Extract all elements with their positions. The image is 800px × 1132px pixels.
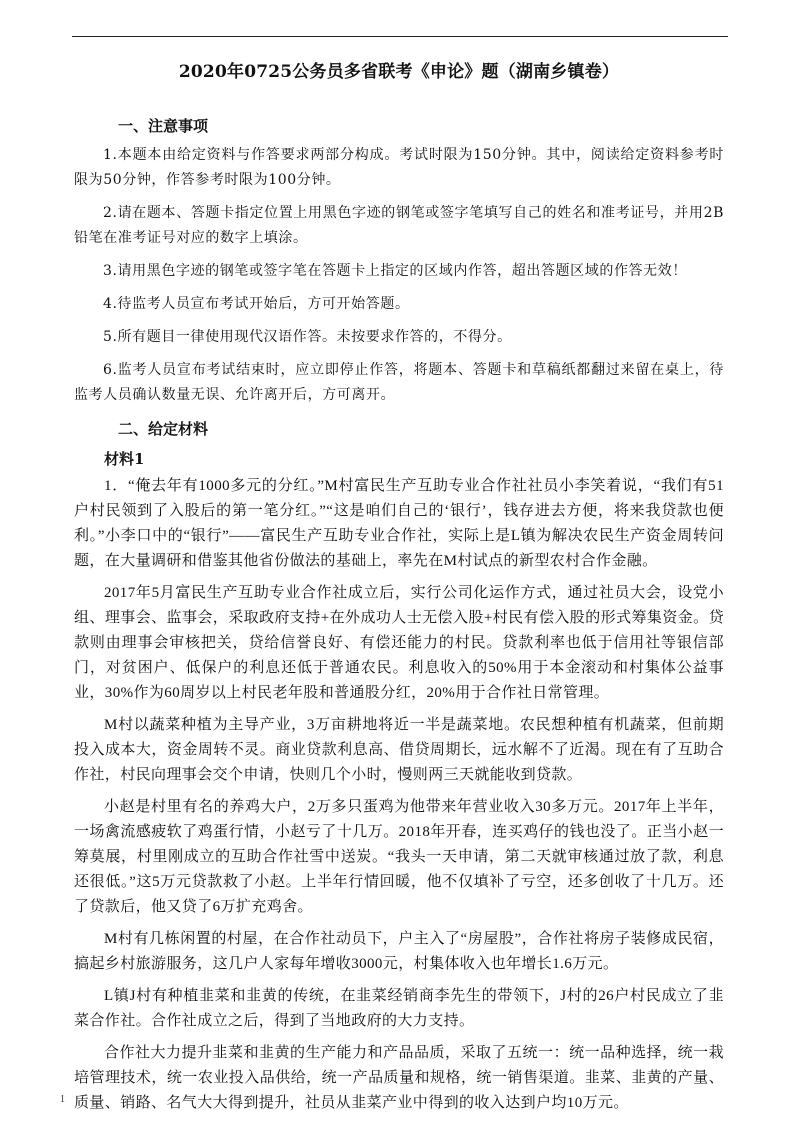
document-body [74,58,724,1123]
header-rule [72,36,728,37]
materials-heading: 二、给定材料 [118,420,209,438]
material-paragraph: M村有几栋闲置的村屋，在合作社动员下，户主入了“房屋股”，合作社将房子装修成民宿，搞起乡村旅游服务，这几户人家每年增收3000元，村集体收入也年增长1.6万元。 [74,931,724,972]
notice-item: 5.所有题目一律使用现代汉语作答。未按要求作答的，不得分。 [103,329,512,345]
document-title: 2020年0725公务员多省联考《申论》题（湖南乡镇卷） [178,62,620,82]
material-1-title: 材料1 [104,450,145,468]
notice-item: 2.请在题本、答题卡指定位置上用黑色字迹的钢笔或签字笔填写自己的姓名和准考证号，并用2B铅笔在准考证号对应的数字上填涂。 [74,205,724,246]
notice-item: 4.待监考人员宣布考试开始后，方可开始答题。 [103,296,410,312]
notice-item: 3.请用黑色字迹的钢笔或签字笔在答题卡上指定的区域内作答，超出答题区域的作答无效！ [103,263,687,279]
material-paragraph: 1．“俺去年有1000多元的分红。”M村富民生产互助专业合作社社员小李笑着说，“我们有51户村民领到了入股后的第一笔分红。”“这是咱们自己的‘银行’，钱存进去方便，将来我贷款也便利。”小李口中的“银行”——富民生产互助专业合作社，实际上是L镇为解决农民生产资金周转问题，在大量调研和借鉴其他省份做法的基础上，率先在M村试点的新型农村合作金融。 [74,478,724,569]
notice-heading: 一、注意事项 [118,117,209,135]
page-number: 1 [60,1094,65,1105]
material-paragraph: 2017年5月富民生产互助专业合作社成立后，实行公司化运作方式，通过社员大会，设党小组、理事会、监事会，采取政府支持+在外成功人士无偿入股+村民有偿入股的形式筹集资金。贷款则由理事会审核把关，贷给信誉良好、有偿还能力的村民。贷款利率也低于信用社等银信部门，对贫困户、低保户的利息还低于普通农民。利息收入的50%用于本金滚动和村集体公益事业，30%作为60周岁以上村民老年股和普通股分红，20%用于合作社日常管理。 [74,585,724,701]
material-paragraph: 合作社大力提升韭菜和韭黄的生产能力和产品品质，采取了五统一：统一品种选择，统一栽培管理技术，统一农业投入品供给，统一产品质量和规格，统一销售渠道。韭菜、韭黄的产量、质量、销路、名气大大得到提升，社员从韭菜产业中得到的收入达到户均10万元。 [74,1045,724,1111]
material-1-body [74,474,724,1116]
notice-item: 1.本题本由给定资料与作答要求两部分构成。考试时限为150分钟。其中，阅读给定资料参考时限为50分钟，作答参考时限为100分钟。 [74,147,724,188]
material-paragraph: 小赵是村里有名的养鸡大户，2万多只蛋鸡为他带来年营业收入30多万元。2017年上半年，一场禽流感疲软了鸡蛋行情，小赵亏了十几万。2018年开春，连买鸡仔的钱也没了。正当小赵一筹莫展，村里刚成立的互助合作社雪中送炭。“我头一天申请，第二天就审核通过放了款，利息还很低。”这5万元贷款救了小赵。上半年行情回暖，他不仅填补了亏空，还多创收了十几万。还了贷款后，他又贷了6万扩充鸡舍。 [74,799,724,915]
material-paragraph: M村以蔬菜种植为主导产业，3万亩耕地将近一半是蔬菜地。农民想种植有机蔬菜，但前期投入成本大，资金周转不灵。商业贷款利息高、借贷周期长，远水解不了近渴。现在有了互助合作社，村民向理事会交个申请，快则几个小时，慢则两三天就能收到贷款。 [74,717,724,783]
material-paragraph: L镇J村有种植韭菜和韭黄的传统，在韭菜经销商李先生的带领下，J村的26户村民成立了韭菜合作社。合作社成立之后，得到了当地政府的大力支持。 [74,988,724,1029]
notice-list [74,143,724,408]
notice-item: 6.监考人员宣布考试结束时，应立即停止作答，将题本、答题卡和草稿纸都翻过来留在桌上，待监考人员确认数量无误、允许离开后，方可离开。 [74,362,724,403]
